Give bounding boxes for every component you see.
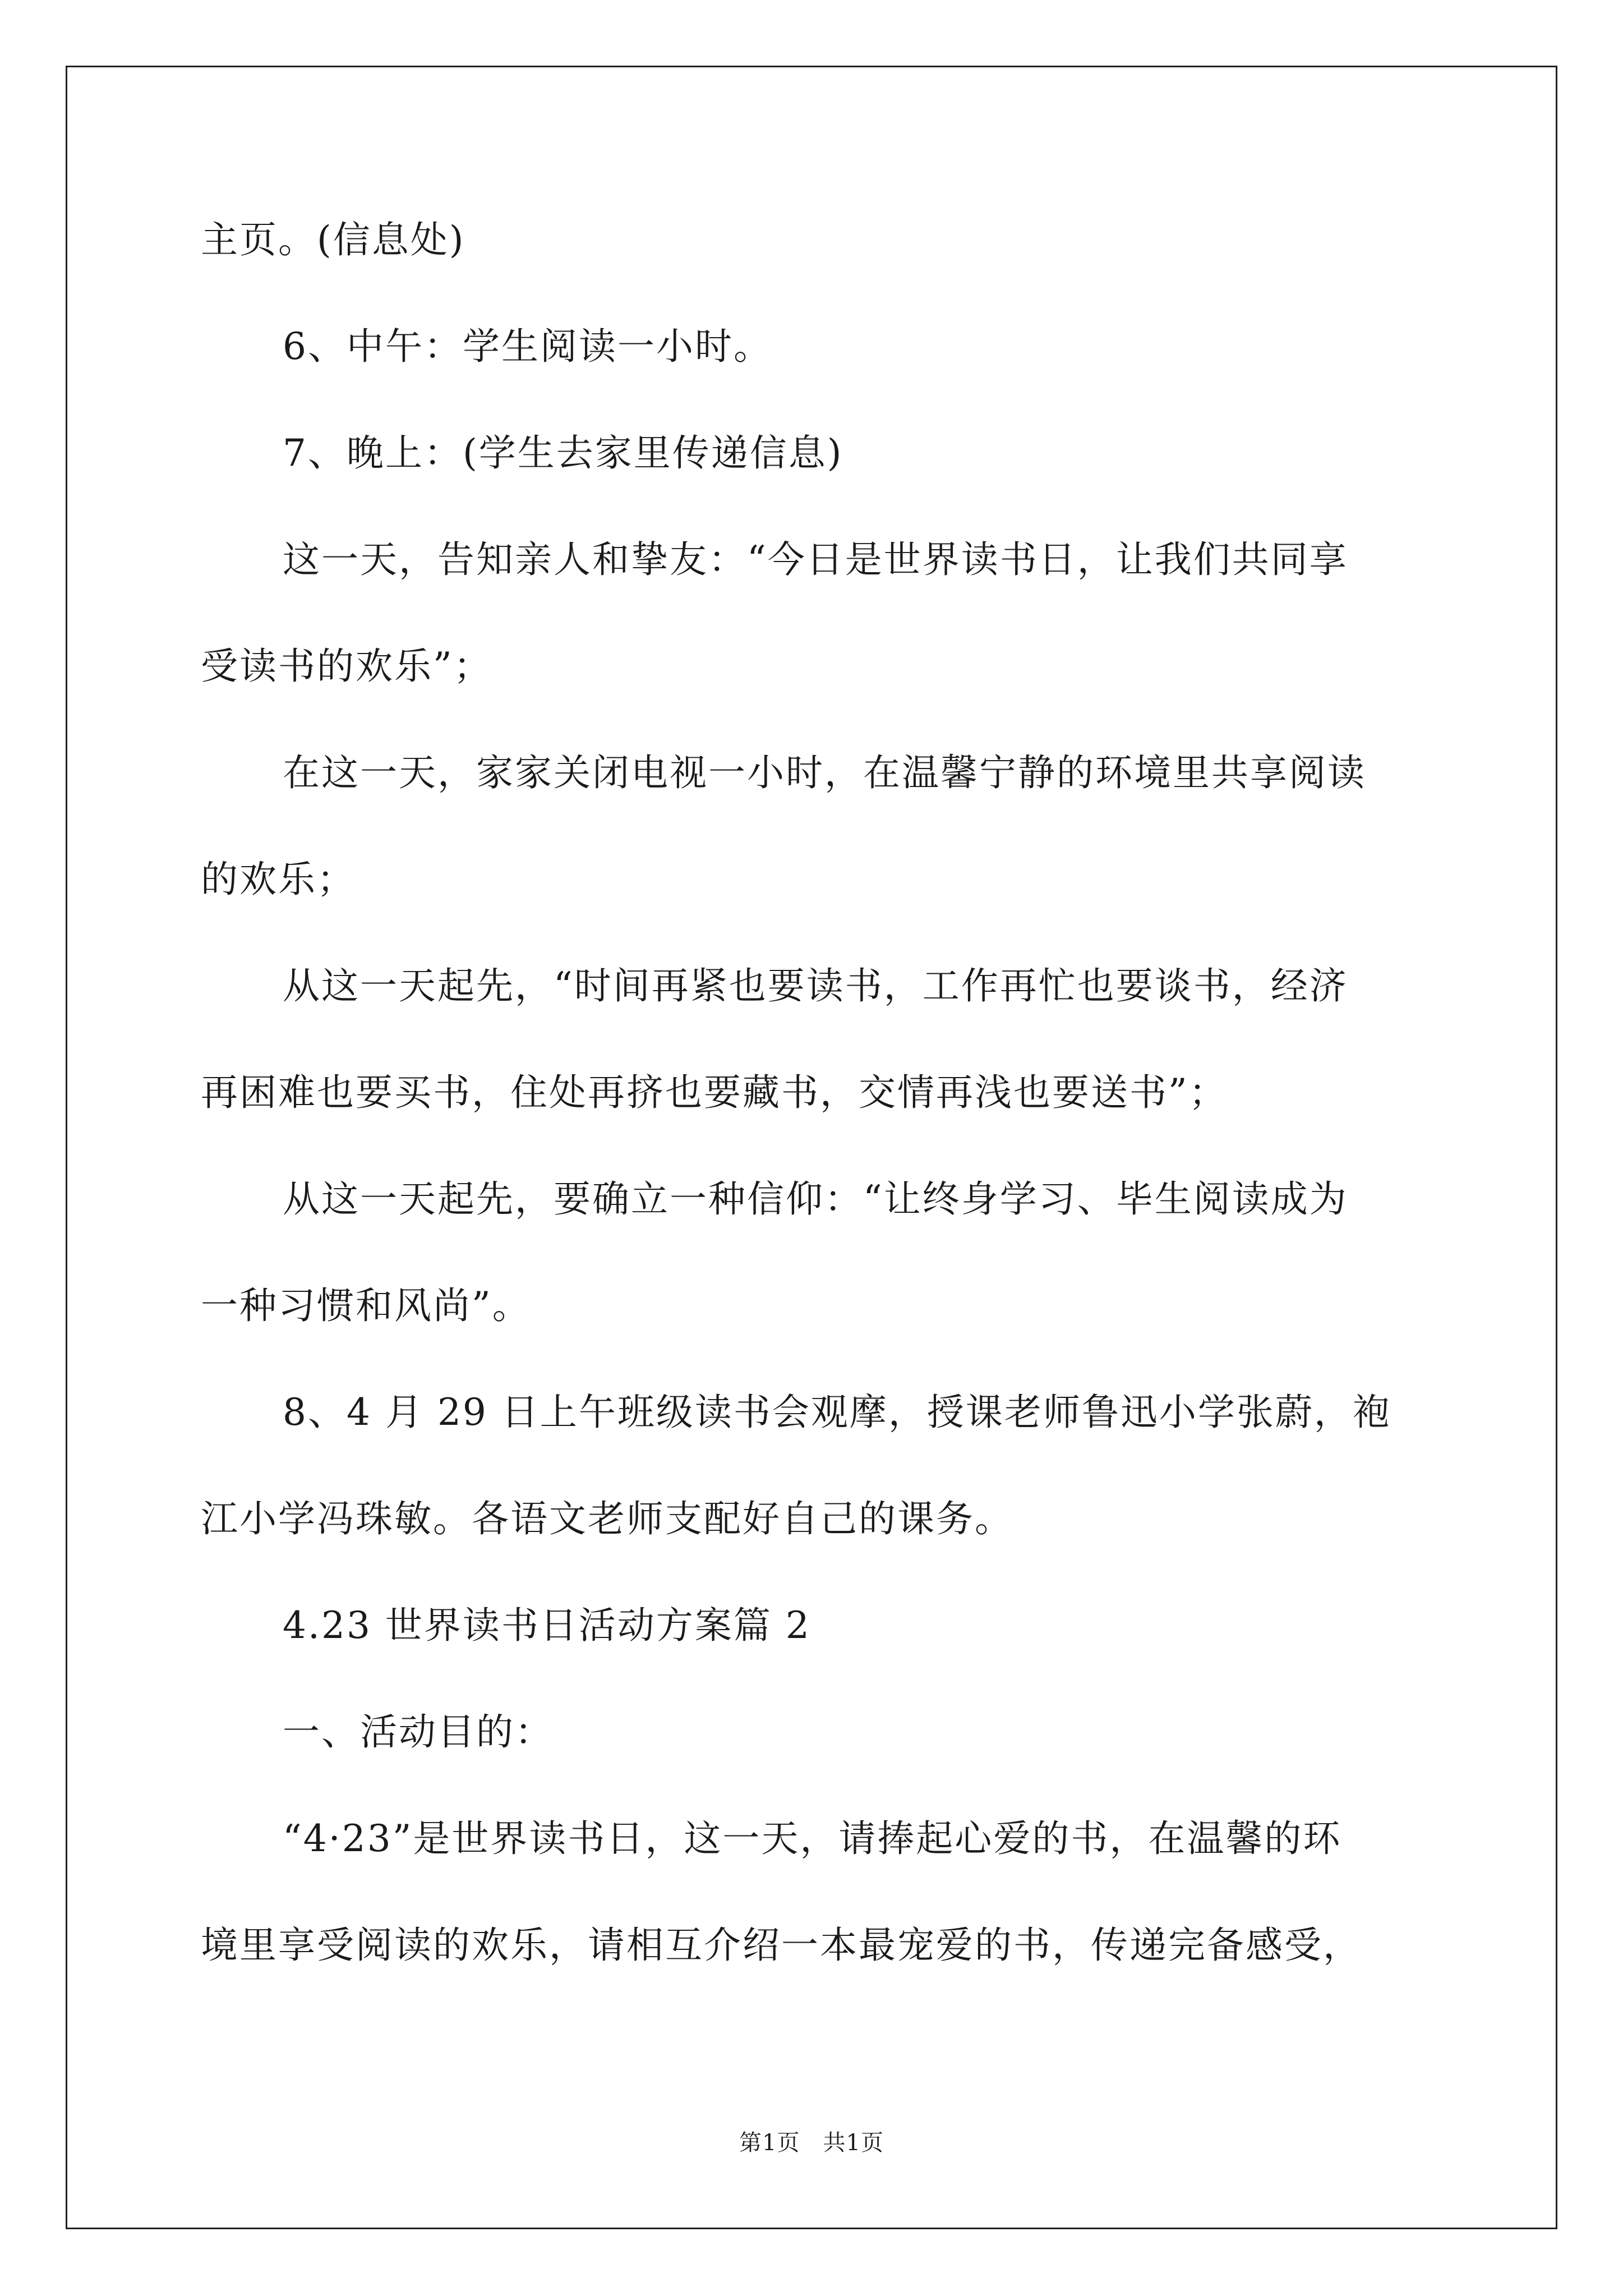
text-line: 江小学冯珠敏。各语文老师支配好自己的课务。 (201, 1497, 1013, 1540)
text-line: “4·23”是世界读书日，这一天，请捧起心爱的书，在温馨的环 (283, 1817, 1342, 1860)
text-line: 8、4 月 29 日上午班级读书会观摩，授课老师鲁迅小学张蔚，袍 (283, 1391, 1391, 1434)
section-heading: 4.23 世界读书日活动方案篇 2 (283, 1604, 811, 1647)
subsection-heading: 一、活动目的： (283, 1710, 554, 1754)
text-line: 境里享受阅读的欢乐，请相互介绍一本最宠爱的书，传递完备感受， (201, 1924, 1362, 1967)
text-line: 再困难也要买书，住处再挤也要藏书，交情再浅也要送书”； (201, 1071, 1228, 1114)
text-line: 从这一天起先，要确立一种信仰：“让终身学习、毕生阅读成为 (283, 1177, 1348, 1221)
text-line: 这一天，告知亲人和挚友：“今日是世界读书日，让我们共同享 (283, 538, 1348, 581)
text-line: 在这一天，家家关闭电视一小时，在温馨宁静的环境里共享阅读 (283, 751, 1366, 794)
text-line: 6、中午：学生阅读一小时。 (283, 325, 772, 368)
text-line: 7、晚上：(学生去家里传递信息) (283, 431, 843, 475)
page-border (66, 66, 1557, 2229)
text-line: 一种习惯和风尚”。 (201, 1284, 531, 1327)
text-line: 的欢乐； (201, 858, 356, 901)
text-line: 从这一天起先，“时间再紧也要读书，工作再忙也要谈书，经济 (283, 964, 1348, 1007)
text-line: 受读书的欢乐”； (201, 645, 492, 688)
text-line: 主页。(信息处) (201, 218, 465, 261)
page-number: 第1页 共1页 (739, 2130, 884, 2156)
